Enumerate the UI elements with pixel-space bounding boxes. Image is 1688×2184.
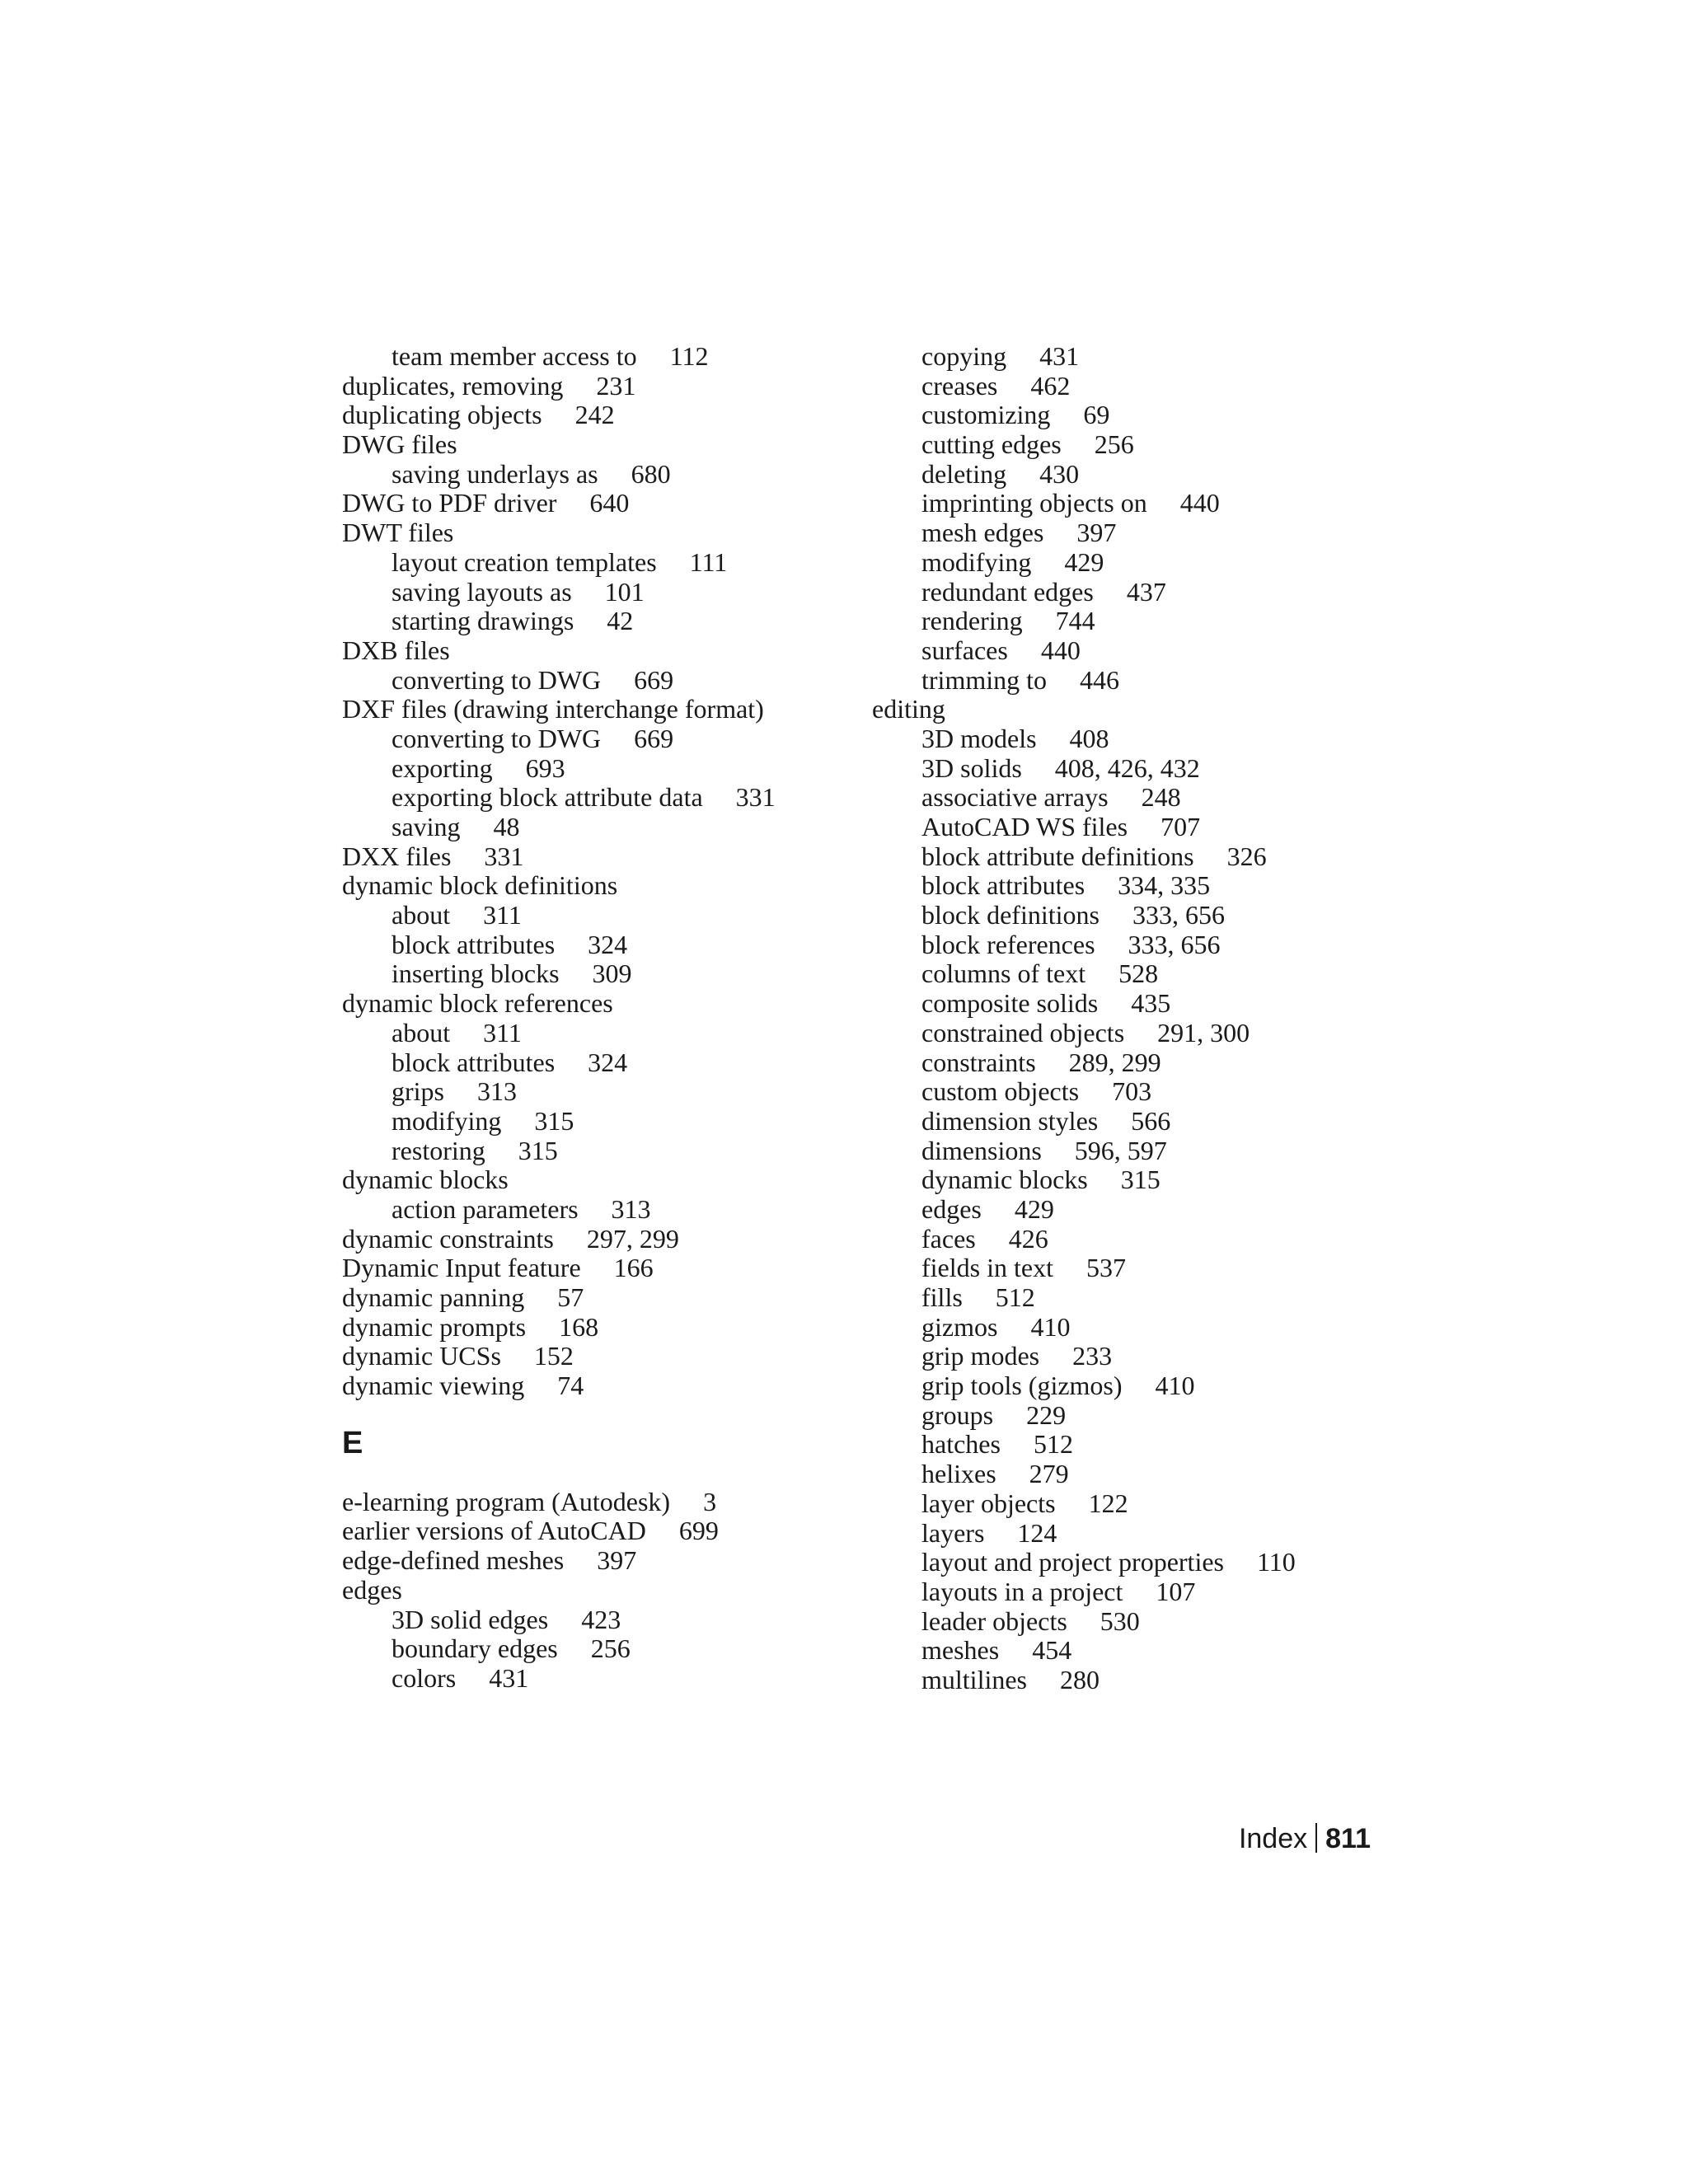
index-subentry <box>872 460 1400 490</box>
index-subentry <box>872 1225 1400 1254</box>
entry-term: dynamic block references <box>342 988 613 1019</box>
entry-term: custom objects <box>921 1076 1080 1107</box>
entry-page-numbers: 703 <box>1112 1076 1152 1107</box>
index-subentry <box>872 666 1400 696</box>
index-entry <box>342 372 853 401</box>
footer-label: Index <box>1238 1823 1308 1854</box>
index-entry <box>342 489 853 518</box>
entry-page-numbers: 309 <box>592 958 632 989</box>
index-entry <box>342 1546 853 1576</box>
index-subentry <box>342 666 853 696</box>
index-subentry <box>872 1519 1400 1549</box>
entry-term: DWT files <box>342 518 454 548</box>
index-subentry <box>342 1137 853 1166</box>
entry-page-numbers: 311 <box>483 900 522 930</box>
index-subentry <box>342 930 853 960</box>
index-entry <box>342 1342 853 1371</box>
entry-term: mesh edges <box>921 518 1044 548</box>
entry-term: DXX files <box>342 841 452 871</box>
entry-term: DXF files (drawing interchange format) <box>342 694 764 724</box>
entry-term: gizmos <box>921 1311 998 1342</box>
entry-term: edges <box>921 1193 982 1224</box>
entry-term: exporting <box>392 752 493 783</box>
entry-term: imprinting objects on <box>921 488 1147 518</box>
entry-page-numbers: 640 <box>589 488 630 518</box>
entry-term: faces <box>921 1223 976 1254</box>
index-subentry <box>342 548 853 578</box>
entry-term: modifying <box>392 1105 502 1136</box>
index-subentry <box>342 959 853 989</box>
entry-term: dynamic panning <box>342 1282 525 1312</box>
entry-page-numbers: 397 <box>597 1545 637 1576</box>
index-entry <box>342 636 853 666</box>
entry-page-numbers: 326 <box>1226 841 1267 871</box>
entry-term: leader objects <box>921 1605 1067 1636</box>
index-column-left <box>342 342 853 1694</box>
index-subentry <box>342 754 853 784</box>
entry-page-numbers: 256 <box>590 1633 631 1664</box>
entry-page-numbers: 291, 300 <box>1157 1017 1250 1047</box>
index-entry <box>342 1576 853 1605</box>
entry-term: saving layouts as <box>392 576 572 607</box>
entry-page-numbers: 744 <box>1055 606 1095 636</box>
index-subentry <box>342 1634 853 1664</box>
entry-term: redundant edges <box>921 576 1094 607</box>
entry-term: converting to DWG <box>392 723 602 753</box>
entry-term: helixes <box>921 1459 996 1489</box>
entry-page-numbers: 315 <box>534 1105 574 1136</box>
index-subentry <box>872 1313 1400 1343</box>
entry-term: layers <box>921 1517 985 1548</box>
index-subentry <box>872 1077 1400 1107</box>
entry-page-numbers: 324 <box>588 929 628 959</box>
entry-term: exporting block attribute data <box>392 782 703 813</box>
entry-page-numbers: 166 <box>613 1253 654 1283</box>
entry-page-numbers: 313 <box>611 1193 651 1224</box>
entry-term: Dynamic Input feature <box>342 1253 581 1283</box>
index-entry <box>342 989 853 1019</box>
entry-term: block attributes <box>392 1047 556 1077</box>
index-subentry <box>872 607 1400 636</box>
entry-term: grip modes <box>921 1341 1040 1371</box>
entry-page-numbers: 680 <box>631 458 671 489</box>
index-subentry <box>872 401 1400 430</box>
index-subentry <box>872 1195 1400 1225</box>
index-subentry <box>872 1430 1400 1460</box>
entry-page-numbers: 454 <box>1032 1635 1072 1666</box>
entry-page-numbers: 397 <box>1076 518 1117 548</box>
entry-term: dimension styles <box>921 1105 1099 1136</box>
entry-term: trimming to <box>921 664 1047 695</box>
entry-page-numbers: 431 <box>1039 341 1080 371</box>
entry-page-numbers: 331 <box>484 841 524 871</box>
entry-page-numbers: 229 <box>1026 1399 1067 1430</box>
index-subentry <box>342 342 853 372</box>
entry-page-numbers: 693 <box>525 752 565 783</box>
entry-page-numbers: 408 <box>1069 723 1109 753</box>
entry-page-numbers: 431 <box>489 1662 529 1693</box>
index-subentry <box>872 989 1400 1019</box>
index-entry <box>342 1254 853 1283</box>
entry-page-numbers: 429 <box>1014 1193 1054 1224</box>
entry-page-numbers: 231 <box>596 370 636 401</box>
index-subentry <box>872 783 1400 813</box>
entry-page-numbers: 233 <box>1072 1341 1113 1371</box>
index-entry <box>342 430 853 460</box>
entry-term: edge-defined meshes <box>342 1545 565 1576</box>
index-subentry <box>872 871 1400 901</box>
entry-term: customizing <box>921 400 1051 430</box>
entry-term: 3D models <box>921 723 1037 753</box>
footer-separator <box>1315 1823 1317 1853</box>
entry-page-numbers: 311 <box>483 1017 522 1047</box>
entry-term: layouts in a project <box>921 1576 1123 1606</box>
entry-page-numbers: 426 <box>1008 1223 1048 1254</box>
index-entry <box>342 1165 853 1195</box>
entry-term: duplicating objects <box>342 400 542 430</box>
entry-term: composite solids <box>921 988 1099 1019</box>
index-entry <box>342 1488 853 1517</box>
entry-page-numbers: 429 <box>1064 546 1104 577</box>
index-subentry <box>342 1605 853 1635</box>
index-subentry <box>872 1137 1400 1166</box>
index-entry <box>342 1313 853 1343</box>
index-section-letter: E <box>342 1425 363 1460</box>
entry-page-numbers: 537 <box>1085 1253 1126 1283</box>
index-subentry <box>872 548 1400 578</box>
index-subentry <box>342 783 853 813</box>
index-subentry <box>872 1666 1400 1695</box>
index-subentry <box>872 724 1400 754</box>
index-subentry <box>872 578 1400 607</box>
page-number: 811 <box>1325 1823 1371 1854</box>
entry-term: grip tools (gizmos) <box>921 1371 1123 1401</box>
entry-term: constraints <box>921 1047 1036 1077</box>
index-subentry <box>342 1048 853 1078</box>
entry-term: dimensions <box>921 1135 1042 1165</box>
index-subentry <box>342 813 853 842</box>
entry-term: layout and project properties <box>921 1547 1224 1577</box>
entry-term: groups <box>921 1399 994 1430</box>
entry-page-numbers: 74 <box>557 1371 584 1401</box>
index-subentry <box>342 1664 853 1694</box>
entry-page-numbers: 528 <box>1118 958 1159 989</box>
index-subentry <box>872 489 1400 518</box>
entry-page-numbers: 101 <box>604 576 645 607</box>
index-subentry <box>872 1460 1400 1489</box>
index-subentry <box>872 1283 1400 1313</box>
entry-term: associative arrays <box>921 782 1109 813</box>
entry-page-numbers: 48 <box>493 812 520 841</box>
entry-term: block definitions <box>921 900 1100 930</box>
entry-page-numbers: 408, 426, 432 <box>1054 752 1200 783</box>
entry-page-numbers: 110 <box>1256 1547 1296 1577</box>
index-subentry <box>872 959 1400 989</box>
entry-term: dynamic UCSs <box>342 1341 501 1371</box>
index-subentry <box>342 1019 853 1048</box>
entry-page-numbers: 430 <box>1039 458 1080 489</box>
entry-page-numbers: 313 <box>477 1076 517 1107</box>
entry-term: block references <box>921 929 1095 959</box>
entry-term: cutting edges <box>921 429 1062 460</box>
entry-page-numbers: 111 <box>689 546 728 577</box>
entry-page-numbers: 315 <box>518 1135 558 1165</box>
entry-term: columns of text <box>921 958 1086 989</box>
entry-page-numbers: 410 <box>1030 1311 1071 1342</box>
entry-page-numbers: 462 <box>1030 370 1071 401</box>
entry-term: block attributes <box>392 929 556 959</box>
index-subentry <box>342 578 853 607</box>
entry-term: creases <box>921 370 998 401</box>
entry-page-numbers: 3 <box>703 1486 717 1516</box>
index-entry <box>342 401 853 430</box>
entry-term: e-learning program (Autodesk) <box>342 1486 671 1516</box>
entry-term: block attributes <box>921 870 1085 901</box>
entry-term: rendering <box>921 606 1023 636</box>
entry-term: meshes <box>921 1635 1000 1666</box>
entry-page-numbers: 446 <box>1080 664 1119 695</box>
entry-term: dynamic constraints <box>342 1223 554 1254</box>
entry-term: layout creation templates <box>392 546 657 577</box>
index-subentry <box>342 724 853 754</box>
index-column-right <box>872 342 1400 1695</box>
entry-term: dynamic block definitions <box>342 870 618 901</box>
entry-term: fields in text <box>921 1253 1053 1283</box>
entry-term: hatches <box>921 1429 1001 1460</box>
index-subentry <box>872 1107 1400 1137</box>
entry-page-numbers: 440 <box>1040 635 1081 665</box>
entry-page-numbers: 410 <box>1155 1371 1195 1401</box>
index-subentry <box>872 1254 1400 1283</box>
entry-page-numbers: 242 <box>574 400 615 430</box>
index-subentry <box>872 342 1400 372</box>
index-entry <box>342 1371 853 1401</box>
entry-term: about <box>392 1017 451 1047</box>
entry-page-numbers: 596, 597 <box>1074 1135 1167 1165</box>
entry-page-numbers: 707 <box>1160 812 1201 841</box>
index-subentry <box>872 1019 1400 1048</box>
index-subentry <box>872 372 1400 401</box>
entry-term: starting drawings <box>392 606 574 636</box>
index-entry <box>342 1225 853 1254</box>
entry-page-numbers: 168 <box>559 1311 599 1342</box>
entry-page-numbers: 440 <box>1179 488 1220 518</box>
index-subentry <box>872 636 1400 666</box>
entry-page-numbers: 512 <box>995 1282 1035 1312</box>
entry-term: modifying <box>921 546 1032 577</box>
entry-term: editing <box>872 694 945 724</box>
index-subentry <box>872 842 1400 872</box>
entry-page-numbers: 530 <box>1100 1605 1140 1636</box>
entry-page-numbers: 566 <box>1131 1105 1171 1136</box>
entry-page-numbers: 699 <box>678 1516 719 1546</box>
index-subentry <box>872 1371 1400 1401</box>
index-subentry <box>872 1489 1400 1519</box>
entry-page-numbers: 107 <box>1156 1576 1196 1606</box>
entry-term: block attribute definitions <box>921 841 1194 871</box>
entry-page-numbers: 669 <box>634 664 674 695</box>
index-subentry <box>872 1342 1400 1371</box>
entry-term: grips <box>392 1076 444 1107</box>
index-subentry <box>342 1077 853 1107</box>
entry-term: edges <box>342 1574 402 1605</box>
page-footer <box>1239 1823 1371 1855</box>
entry-term: AutoCAD WS files <box>921 812 1128 841</box>
entry-page-numbers: 69 <box>1083 400 1110 430</box>
index-entry <box>872 695 1400 724</box>
entry-term: about <box>392 900 451 930</box>
index-subentry <box>872 930 1400 960</box>
entry-page-numbers: 280 <box>1060 1664 1100 1694</box>
index-subentry <box>342 1107 853 1137</box>
index-subentry <box>872 518 1400 548</box>
index-subentry <box>342 460 853 490</box>
entry-term: DWG to PDF driver <box>342 488 557 518</box>
entry-page-numbers: 333, 656 <box>1128 929 1221 959</box>
index-subentry <box>872 1577 1400 1607</box>
index-subentry <box>872 901 1400 930</box>
entry-page-numbers: 57 <box>557 1282 584 1312</box>
index-subentry <box>872 1607 1400 1637</box>
entry-term: dynamic prompts <box>342 1311 527 1342</box>
entry-term: 3D solid edges <box>392 1604 549 1634</box>
entry-page-numbers: 423 <box>581 1604 621 1634</box>
entry-page-numbers: 248 <box>1141 782 1181 813</box>
entry-term: saving underlays as <box>392 458 598 489</box>
entry-term: deleting <box>921 458 1007 489</box>
entry-term: multilines <box>921 1664 1027 1694</box>
index-entry <box>342 871 853 901</box>
entry-term: boundary edges <box>392 1633 558 1664</box>
entry-term: team member access to <box>392 341 637 371</box>
entry-page-numbers: 122 <box>1088 1488 1128 1518</box>
entry-term: layer objects <box>921 1488 1056 1518</box>
entry-page-numbers: 334, 335 <box>1118 870 1211 901</box>
entry-term: restoring <box>392 1135 485 1165</box>
entry-term: duplicates, removing <box>342 370 564 401</box>
entry-term: earlier versions of AutoCAD <box>342 1516 646 1546</box>
index-subentry <box>872 1165 1400 1195</box>
entry-term: converting to DWG <box>392 664 602 695</box>
entry-page-numbers: 112 <box>669 341 709 371</box>
index-subentry <box>872 1636 1400 1666</box>
index-entry <box>342 518 853 548</box>
entry-page-numbers: 669 <box>634 723 674 753</box>
entry-page-numbers: 124 <box>1017 1517 1057 1548</box>
entry-page-numbers: 42 <box>607 606 634 636</box>
entry-term: saving <box>392 812 461 841</box>
index-subentry <box>342 1195 853 1225</box>
index-subentry <box>872 813 1400 842</box>
index-subentry <box>872 1048 1400 1078</box>
entry-term: constrained objects <box>921 1017 1125 1047</box>
index-subentry <box>342 901 853 930</box>
entry-term: action parameters <box>392 1193 579 1224</box>
entry-term: dynamic blocks <box>342 1165 509 1195</box>
index-entry <box>342 1283 853 1313</box>
entry-page-numbers: 315 <box>1120 1165 1160 1195</box>
index-subentry <box>872 1548 1400 1577</box>
entry-term: copying <box>921 341 1007 371</box>
entry-term: DWG files <box>342 429 457 460</box>
index-subentry <box>872 430 1400 460</box>
entry-term: inserting blocks <box>392 958 560 989</box>
index-entry <box>342 842 853 872</box>
index-subentry <box>872 754 1400 784</box>
entry-page-numbers: 435 <box>1131 988 1171 1019</box>
entry-term: dynamic viewing <box>342 1371 525 1401</box>
entry-page-numbers: 333, 656 <box>1132 900 1225 930</box>
index-entry <box>342 1516 853 1546</box>
entry-term: colors <box>392 1662 457 1693</box>
entry-page-numbers: 152 <box>533 1341 574 1371</box>
entry-page-numbers: 331 <box>735 782 776 813</box>
entry-page-numbers: 297, 299 <box>586 1223 679 1254</box>
entry-term: 3D solids <box>921 752 1022 783</box>
index-subentry <box>342 607 853 636</box>
entry-page-numbers: 279 <box>1029 1459 1069 1489</box>
entry-page-numbers: 256 <box>1094 429 1134 460</box>
entry-term: dynamic blocks <box>921 1165 1088 1195</box>
entry-page-numbers: 289, 299 <box>1068 1047 1161 1077</box>
entry-page-numbers: 324 <box>588 1047 628 1077</box>
entry-page-numbers: 512 <box>1033 1429 1073 1460</box>
entry-page-numbers: 437 <box>1126 576 1166 607</box>
entry-term: DXB files <box>342 635 450 665</box>
entry-term: surfaces <box>921 635 1008 665</box>
index-subentry <box>872 1401 1400 1431</box>
entry-term: fills <box>921 1282 963 1312</box>
index-entry <box>342 695 853 724</box>
